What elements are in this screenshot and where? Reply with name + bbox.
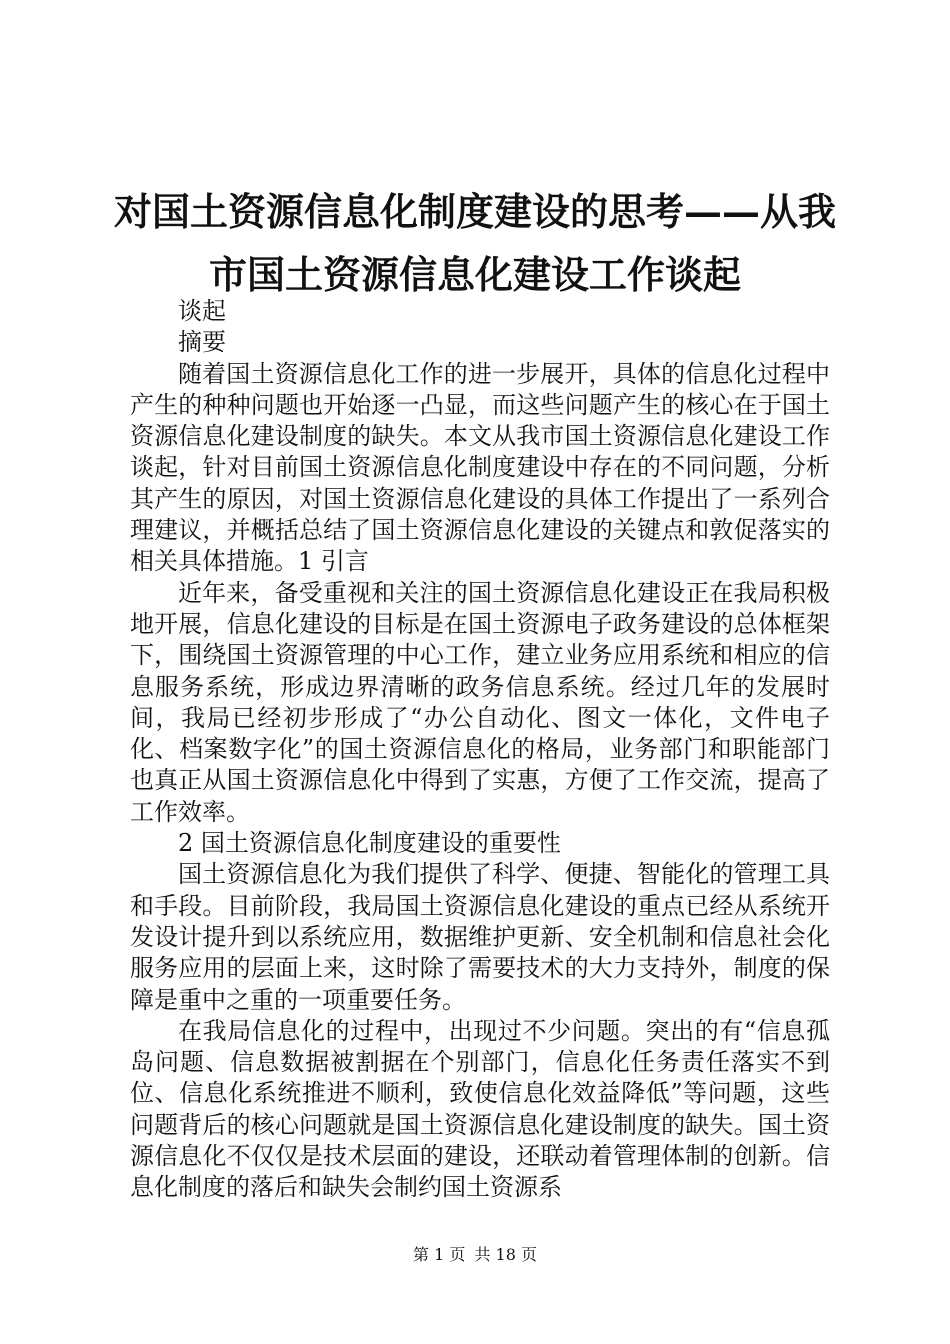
paragraph-problems: 在我局信息化的过程中，出现过不少问题。突出的有“信息孤岛问题、信息数据被割据在个别部门，信息化任务责任落实不到位、信息化系统推进不顺利，致使信息化效益降低”等问题，这些问题背后的核心问题就是国土资源信息化建设制度的缺失。国土资源信息化不仅仅是技术层面的建设，还联动着管理体制的创新。信息化制度的落后和缺失会制约国土资源系 [130,1016,830,1202]
document-title: 对国土资源信息化制度建设的思考——从我市国土资源信息化建设工作谈起 [113,189,836,297]
document-body [130,296,830,1204]
page-number: 第 1 页 [413,1245,466,1264]
paragraph-tanqi: 谈起 [178,297,226,325]
page-footer [0,1245,950,1265]
section-heading-importance: 2 国土资源信息化制度建设的重要性 [178,829,561,858]
paragraph-abstract-heading: 摘要 [178,328,226,357]
page-total: 共 18 页 [474,1245,537,1264]
paragraph-importance: 国土资源信息化为我们提供了科学、便捷、智能化的管理工具和手段。目前阶段，我局国土资源信息化建设的重点已经从系统开发设计提升到以系统应用，数据维护更新、安全机制和信息社会化服务应用的层面上来，这时除了需要技术的大力支持外，制度的保障是重中之重的一项重要任务。 [130,860,830,1014]
paragraph-abstract: 随着国土资源信息化工作的进一步展开，具体的信息化过程中产生的种种问题也开始逐一凸显，而这些问题产生的核心在于国土资源信息化建设制度的缺失。本文从我市国土资源信息化建设工作谈起，针对目前国土资源信息化制度建设中存在的不同问题，分析其产生的原因，对国土资源信息化建设的具体工作提出了一系列合理建议，并概括总结了国土资源信息化建设的关键点和敦促落实的相关具体措施。1 引言 [130,359,830,576]
paragraph-introduction: 近年来，备受重视和关注的国土资源信息化建设正在我局积极地开展，信息化建设的目标是在国土资源电子政务建设的总体框架下，围绕国土资源管理的中心工作，建立业务应用系统和相应的信息服务系统，形成边界清晰的政务信息系统。经过几年的发展时间，我局已经初步形成了“办公自动化、图文一体化，文件电子化、档案数字化”的国土资源信息化的格局，业务部门和职能部门也真正从国土资源信息化中得到了实惠，方便了工作交流，提高了工作效率。 [130,578,830,826]
